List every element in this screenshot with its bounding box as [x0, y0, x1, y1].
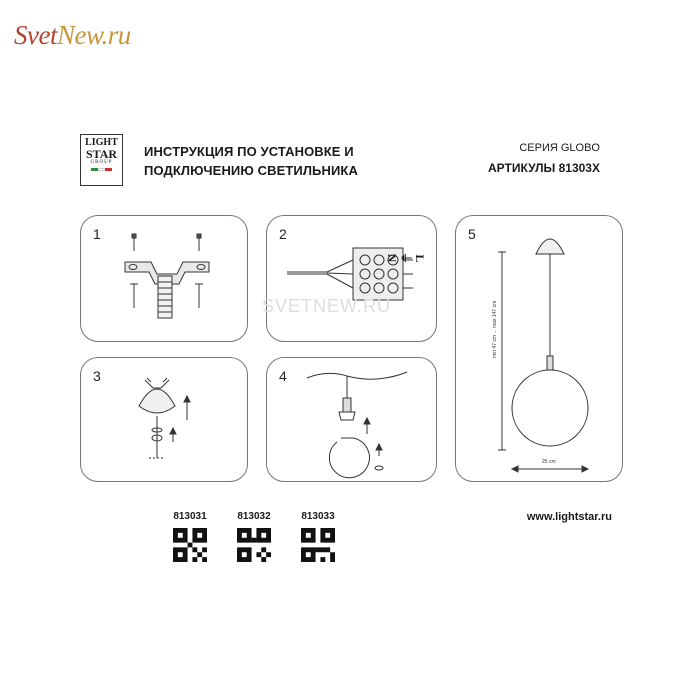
step-5-panel	[455, 215, 623, 482]
qr-code-icon[interactable]	[301, 528, 335, 562]
qr-block-1	[168, 511, 212, 567]
qr-block-3	[296, 511, 340, 567]
ground-label: ⏚	[399, 252, 413, 265]
lightstar-logo	[80, 134, 123, 186]
step-2-number: 2	[279, 226, 287, 242]
pendant-lamp-dimensions-diagram	[456, 216, 624, 483]
height-dimension-label: min 47 cm ... max 147 cm	[492, 300, 498, 358]
neutral-label: N	[385, 253, 399, 263]
canopy-assembly-diagram	[81, 358, 249, 483]
title-line2: ПОДКЛЮЧЕНИЮ СВЕТИЛЬНИКА	[144, 163, 358, 178]
qr-label-1: 813031	[173, 511, 207, 522]
step-1-number: 1	[93, 226, 101, 242]
qr-block-2	[232, 511, 276, 567]
wiring-labels	[385, 252, 427, 264]
watermark-part3: .ru	[101, 20, 131, 50]
shade-installation-diagram	[267, 358, 438, 483]
mounting-bracket-diagram	[81, 216, 249, 343]
logo-line2: STAR	[85, 147, 118, 161]
svetnew-center-watermark: SVETNEW.RU	[262, 296, 392, 316]
qr-code-icon[interactable]	[173, 528, 207, 562]
step-4-panel	[266, 357, 437, 482]
instruction-title	[144, 142, 358, 180]
svetnew-watermark	[14, 20, 131, 51]
article-numbers: АРТИКУЛЫ 81303X	[488, 161, 600, 175]
step-3-panel	[80, 357, 248, 482]
step-2-panel	[266, 215, 437, 342]
italian-flag-icon	[91, 168, 112, 171]
step-5-number: 5	[468, 226, 476, 242]
qr-label-2: 813032	[237, 511, 271, 522]
title-line1: ИНСТРУКЦИЯ ПО УСТАНОВКЕ И	[144, 144, 354, 159]
step-4-number: 4	[279, 368, 287, 384]
qr-label-3: 813033	[301, 511, 335, 522]
step-3-number: 3	[93, 368, 101, 384]
watermark-part1: Svet	[14, 20, 57, 50]
width-dimension-label: 25 cm	[542, 459, 556, 465]
wiring-terminal-diagram	[267, 216, 438, 343]
qr-code-icon[interactable]	[237, 528, 271, 562]
logo-line1: LIGHT	[85, 137, 118, 148]
series-info	[488, 138, 600, 178]
logo-line3: GROUP	[90, 160, 113, 165]
step-1-panel	[80, 215, 248, 342]
website-link[interactable]: www.lightstar.ru	[526, 511, 612, 523]
live-label: L	[413, 254, 427, 262]
watermark-part2: New	[56, 20, 102, 50]
series-name: СЕРИЯ GLOBO	[519, 142, 600, 154]
